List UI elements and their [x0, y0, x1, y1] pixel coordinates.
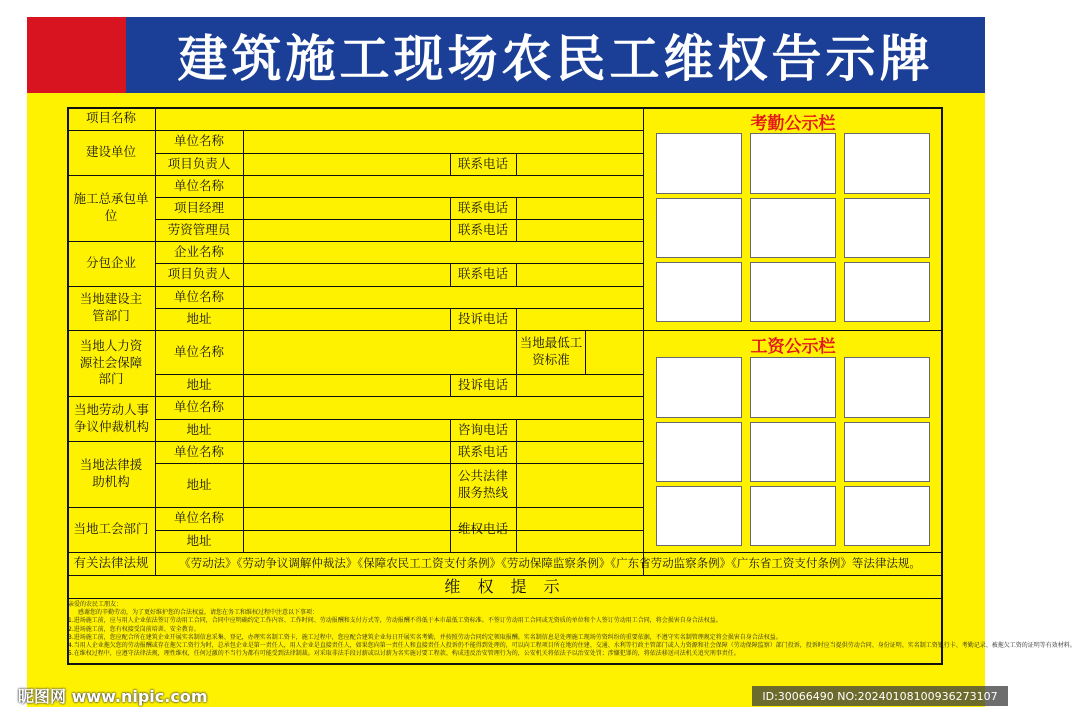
laws-label: 有关法律法规	[73, 555, 149, 571]
construction-unit-label: 建设单位	[85, 144, 136, 160]
notice-line: 2.进场施工前，您有权接受岗前培训、安全教育。	[68, 625, 200, 633]
address-label: 地址	[186, 376, 212, 392]
attendance-title: 考勤公示栏	[750, 113, 836, 134]
wage-photo-slot	[844, 357, 930, 418]
enterprise-name-label: 企业名称	[173, 243, 224, 259]
attendance-photo-slot	[750, 262, 836, 322]
laws-text: 《劳动法》《劳动争议调解仲裁法》《保障农民工工资支付条例》《劳动保障监察条例》《广东省劳动监察条例》《广东省工资支付条例》等法律法规。	[179, 555, 921, 570]
unit-name-label: 单位名称	[173, 133, 224, 149]
attendance-photo-slot	[656, 198, 742, 258]
wage-photo-slot	[844, 422, 930, 482]
wage-photo-slot	[750, 486, 836, 546]
notice-line: 感谢您的辛勤劳动，为了更好维护您的合法权益，请您在务工和维权过程中注意以下事项：	[78, 609, 319, 617]
contact-phone-label: 联系电话	[457, 221, 508, 237]
unit-name-label: 单位名称	[173, 510, 224, 526]
notice-line: 3.进场施工前，您应配合所在建筑企业开展实名制信息采集、登记，办理实名制工资卡，施工过程中，您应配合建筑企业每日开展实名考勤，并按照劳动合同约定领取报酬。实名制信息是处理施工现场劳资纠纷的重要依据，不遵守实名制管理规定将会损害自身合法权益。	[68, 633, 782, 641]
address-label: 地址	[186, 476, 212, 492]
public-legal-hotline-label: 公共法律服务热线	[457, 468, 508, 500]
id-watermark: ID:30066490 NO:20240108100936273107	[752, 686, 1008, 706]
address-label: 地址	[186, 421, 212, 437]
wage-title: 工资公示栏	[750, 336, 836, 357]
contact-phone-label: 联系电话	[457, 155, 508, 171]
board-title: 建筑施工现场农民工维权告示牌	[177, 30, 934, 88]
consult-phone-label: 咨询电话	[457, 421, 508, 437]
contact-phone-label: 联系电话	[457, 443, 508, 459]
rights-notice	[68, 601, 1076, 681]
project-name-label: 项目名称	[85, 110, 136, 126]
attendance-photo-slot	[750, 133, 836, 194]
attendance-photo-slot	[844, 133, 930, 194]
site-watermark: 昵图网 www.nipic.com	[18, 687, 208, 706]
local-hr-dept-label: 当地人力资源社会保障部门	[79, 337, 143, 387]
project-leader-label: 项目负责人	[167, 155, 231, 171]
labor-arbitration-label: 当地劳动人事争议仲裁机构	[73, 401, 149, 434]
title-bar	[126, 17, 985, 93]
rights-phone-label: 维权电话	[457, 521, 508, 537]
general-contractor-label: 施工总承包单位	[73, 191, 149, 223]
attendance-photo-slot	[656, 262, 742, 322]
project-leader-label: 项目负责人	[167, 266, 231, 282]
legal-aid-label: 当地法律援助机构	[79, 457, 143, 489]
address-label: 地址	[186, 532, 212, 548]
unit-name-label: 单位名称	[173, 288, 224, 304]
red-corner-block	[27, 17, 126, 93]
attendance-photo-slot	[844, 262, 930, 322]
notice-line: 1.进场施工前，应与用人企业依法签订劳动用工合同，合同中应明确约定工作内容、工作时间、劳动报酬和支付方式等，劳动报酬不得低于本市最低工资标准。不签订劳动用工合同或无资质的单位和个人签订劳动用工合同，将会损害自身合法权益。	[68, 617, 722, 625]
wage-photo-slot	[656, 486, 742, 546]
complaint-phone-label: 投诉电话	[457, 310, 508, 326]
local-construction-authority-label: 当地建设主管部门	[79, 291, 143, 323]
tips-title: 维 权 提 示	[444, 576, 566, 596]
labor-manager-label: 劳资管理员	[167, 221, 231, 237]
unit-name-label: 单位名称	[173, 343, 224, 359]
attendance-photo-slot	[750, 198, 836, 258]
complaint-phone-label: 投诉电话	[457, 376, 508, 392]
project-manager-label: 项目经理	[173, 199, 224, 215]
wage-photo-slot	[750, 357, 836, 418]
wage-photo-slot	[656, 422, 742, 482]
notice-line: 5.在维权过程中，应遵守法律法规，理性维权，任何过激的不当行为都有可能受到法律制裁。对采取非法手段讨薪或以讨薪为名实施讨要工程款、构成违反治安管理行为的，公安机关将依法予以治安处罚；涉嫌犯罪的，将依法移送司法机关追究刑事责任。	[68, 650, 740, 658]
unit-name-label: 单位名称	[173, 399, 224, 415]
min-wage-label: 当地最低工资标准	[519, 335, 583, 367]
wage-photo-slot	[844, 486, 930, 546]
trade-union-label: 当地工会部门	[73, 521, 149, 537]
unit-name-label: 单位名称	[173, 443, 224, 459]
wage-photo-slot	[750, 422, 836, 482]
notice-line: 4.当用人企业拖欠您的劳动报酬或存在拖欠工资行为时，总承包企业是第一责任人，用人企业是直接责任人，如果您向第一责任人和直接责任人投诉仍不能得到处理的，可以向工程项目所在地的住建、交通、水利等行政主管部门或人力资源和社会保障（劳动保障监察）部门投诉，投诉时应当提供劳动合同、身份证明、实名制工资银行卡、考勤记录、被拖欠工资的证明等有效材料。	[68, 642, 1076, 650]
subcontractor-label: 分包企业	[85, 255, 136, 271]
contact-phone-label: 联系电话	[457, 266, 508, 282]
unit-name-label: 单位名称	[173, 177, 224, 193]
attendance-photo-slot	[656, 133, 742, 194]
notice-line: 亲爱的农民工朋友：	[68, 601, 123, 608]
contact-phone-label: 联系电话	[457, 199, 508, 215]
attendance-photo-slot	[844, 198, 930, 258]
wage-photo-slot	[656, 357, 742, 418]
address-label: 地址	[186, 310, 212, 326]
